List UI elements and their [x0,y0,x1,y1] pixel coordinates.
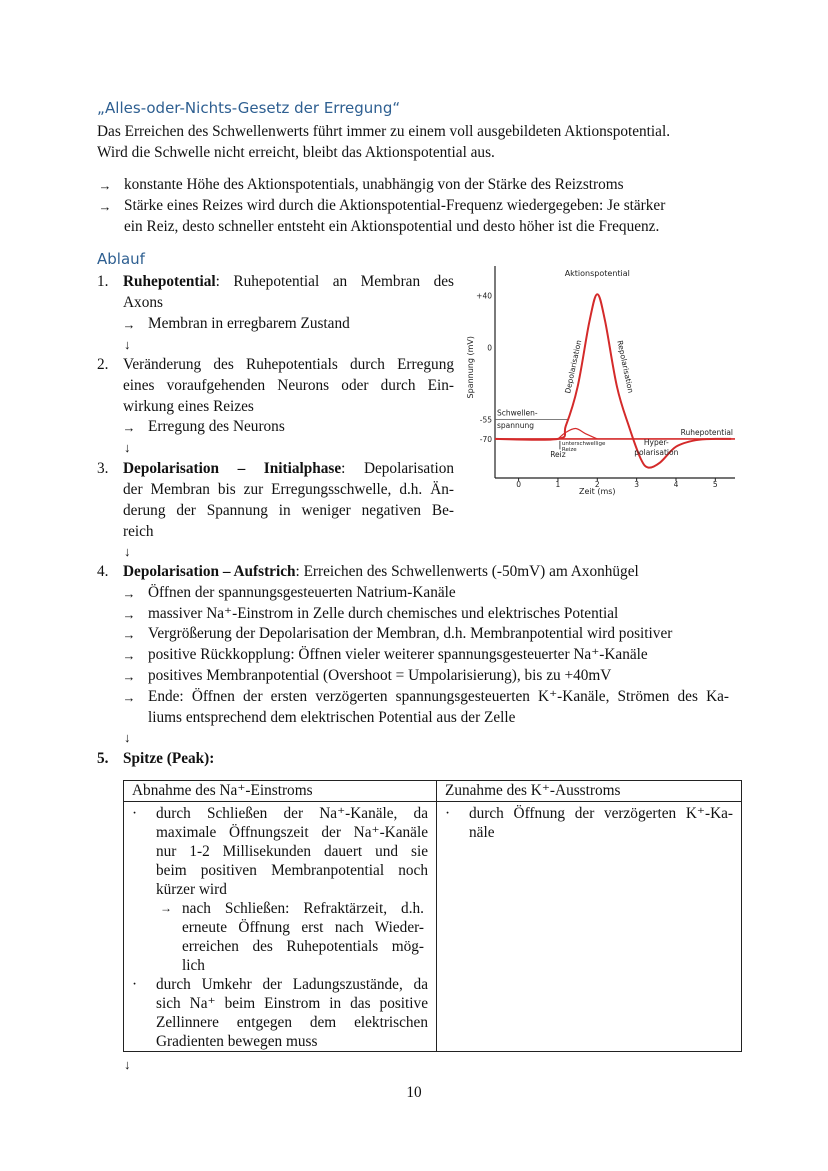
arrow-icon: → [98,178,112,193]
stimulus-label: Reiz [550,450,566,460]
x-tick-label: 5 [712,480,718,489]
bullet-dot: · [445,805,451,822]
page-number: 10 [406,1084,422,1101]
y-axis-label: Spannung (mV) [466,335,475,399]
step-text: Veränderung des Ruhepotentials durch Erregung [123,356,454,373]
step-text: : Erreichen des Schwellenwerts (-50mV) am Axonhügel [295,563,639,580]
arrow-icon: → [122,648,136,663]
chart-title: Aktionspotential [564,269,630,278]
table-line: sich Na⁺ beim Einstrom in das positive [156,995,428,1012]
x-tick-label: 1 [555,480,561,489]
step-text: wirkung eines Reizes [123,398,254,415]
hyper-label: Hyper- [643,437,669,447]
bullet-text: konstante Höhe des Aktionspotentials, unabhängig von der Stärke des Reizstroms [124,176,624,193]
table-line: durch Öffnung der verzögerten K⁺-Ka- [469,805,733,822]
bullet-dot: · [132,976,138,993]
y-tick-label: 0 [487,343,492,353]
peak-table [123,780,742,1052]
table-header: Zunahme des K⁺-Ausstroms [445,782,621,799]
repolarisation-label: Repolarisation [615,339,636,394]
step-text: Axons [123,294,163,311]
table-line: erneute Öffnung erst nach Wieder- [182,919,424,936]
table-header: Abnahme des Na⁺-Einstroms [132,782,313,799]
down-arrow-icon: ↓ [124,1057,131,1072]
arrow-icon: → [122,317,136,332]
action-potential-curve [495,294,731,467]
threshold-label: spannung [497,420,535,430]
down-arrow-icon: ↓ [124,440,131,455]
table-line: maximale Öffnungszeit der Na⁺-Kanäle [156,824,428,841]
table-line: erreichen des Ruhepotentials mög- [182,938,424,955]
bullet-dot: · [132,805,138,822]
step-title: Ruhepotential [123,273,216,290]
paragraph-line: Das Erreichen des Schwellenwerts führt immer zu einem voll ausgebildeten Aktionspotential. [97,123,671,140]
step-number: 5. [97,750,109,767]
bullet-text: ein Reiz, desto schneller entsteht ein Aktionspotential und desto höher ist die Frequenz. [124,218,660,235]
bullet-text: Stärke eines Reizes wird durch die Aktionspotential-Frequenz wiedergegeben: Je stärker [124,197,666,214]
action-potential-chart [450,258,740,508]
step-number: 1. [97,273,109,290]
table-line: näle [469,824,495,841]
table-line: nach Schließen: Refraktärzeit, d.h. [182,900,424,917]
x-tick-label: 3 [634,480,640,489]
table-header-cell [437,781,742,802]
x-tick-label: 4 [673,480,679,489]
down-arrow-icon: ↓ [124,730,131,745]
arrow-icon: → [122,690,136,705]
subthreshold-label: unterschwellige [561,440,606,447]
step-text: reich [123,523,154,540]
step-1-text [123,272,454,292]
step-text: derung der Spannung in weniger negativen Be- [123,502,454,519]
table-cell [124,802,437,1052]
threshold-label: Schwellen- [497,408,538,418]
step-text: : Depolarisation [341,460,454,477]
table-line: lich [182,957,205,974]
arrow-icon: → [122,669,136,684]
hyper-label: polarisation [634,447,679,457]
table-line: nur 1-2 Millisekunden dauert und sie [156,843,428,860]
arrow-item: Erregung des Neurons [148,418,285,435]
step-text: der Membran bis zur Erregungsschwelle, d.h. Än- [123,481,454,498]
resting-label: Ruhepotential [680,427,733,437]
table-line: durch Umkehr der Ladungszustände, da [156,976,428,993]
arrow-icon: → [122,627,136,642]
arrow-item: positive Rückkopplung: Öffnen vieler weiterer spannungsgesteuerter Na⁺-Kanäle [148,646,648,663]
section-heading-all-or-nothing: „Alles-oder-Nichts-Gesetz der Erregung“ [97,99,401,117]
table-line: Gradienten bewegen muss [156,1033,318,1050]
arrow-item: positives Membranpotential (Overshoot = Umpolarisierung), bis zu +40mV [148,667,612,684]
down-arrow-icon: ↓ [124,337,131,352]
arrow-item: liums entsprechend dem elektrischen Potential aus der Zelle [148,709,516,726]
arrow-item: Ende: Öffnen der ersten verzögerten spannungsgesteuerten K⁺-Kanäle, Strömen des Ka- [148,688,729,705]
arrow-icon: → [160,901,172,915]
section-heading-ablauf: Ablauf [97,250,145,268]
table-line: kürzer wird [156,881,227,898]
table-cell [437,802,742,1052]
step-text: : Ruhepotential an Membran des [215,273,454,290]
x-axis-label: Zeit (ms) [579,487,616,496]
step-title: Spitze (Peak): [123,750,215,767]
subthreshold-label: Reize [561,446,577,453]
x-tick-label: 0 [516,480,521,489]
paragraph-line: Wird die Schwelle nicht erreicht, bleibt das Aktionspotential aus. [97,144,495,161]
table-line: Zellinnere entgegen dem elektrischen [156,1014,428,1031]
step-4-text [123,562,639,582]
arrow-icon: → [122,420,136,435]
table-header-cell [124,781,437,802]
step-number: 3. [97,460,109,477]
down-arrow-icon: ↓ [124,544,131,559]
step-number: 2. [97,356,109,373]
table-line: durch Schließen der Na⁺-Kanäle, da [156,805,428,822]
arrow-icon: → [122,607,136,622]
x-tick-label: 2 [594,480,600,489]
arrow-item: massiver Na⁺-Einstrom in Zelle durch chemisches und elektrisches Potential [148,605,619,622]
y-tick-label: -55 [479,415,492,425]
step-text: eines voraufgehenden Neurons oder durch Ein- [123,377,454,394]
arrow-item: Vergrößerung der Depolarisation der Membran, d.h. Membranpotential wird positiver [148,625,673,642]
arrow-item: Öffnen der spannungsgesteuerten Natrium-Kanäle [148,584,456,601]
arrow-icon: → [98,199,112,214]
step-title: Depolarisation – Aufstrich [123,563,296,580]
step-3-text [123,459,454,479]
step-title: Depolarisation – Initialphase [123,460,342,477]
arrow-icon: → [122,586,136,601]
y-tick-label: -70 [479,434,492,444]
y-tick-label: +40 [476,291,492,301]
step-number: 4. [97,563,109,580]
depolarisation-label: Depolarisation [563,339,584,395]
table-line: beim positiven Membranpotential noch [156,862,428,879]
arrow-item: Membran in erregbarem Zustand [148,315,350,332]
